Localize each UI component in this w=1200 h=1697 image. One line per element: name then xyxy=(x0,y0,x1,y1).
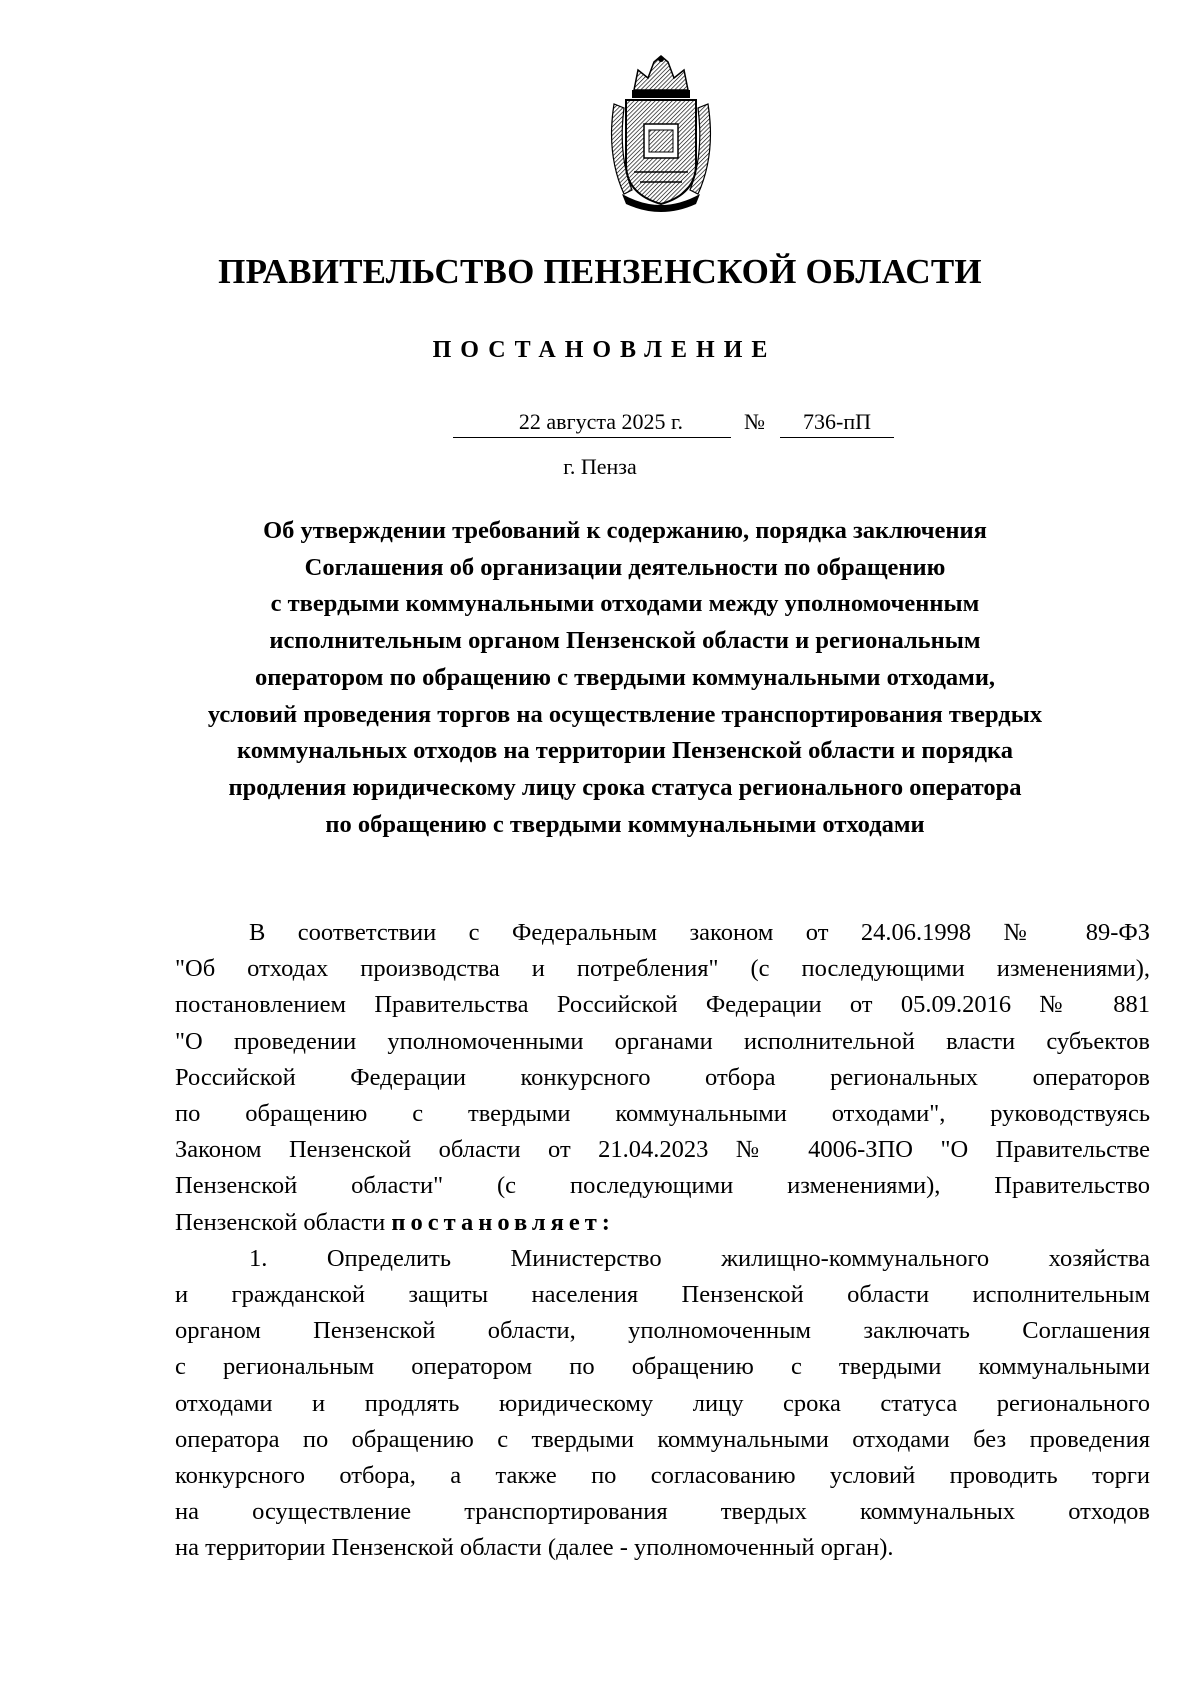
city: г. Пенза xyxy=(563,454,637,479)
item1-line: и гражданской защиты населения Пензенской области исполнительным xyxy=(175,1281,1150,1309)
subject-line: исполнительным органом Пензенской области и региональным xyxy=(269,627,981,655)
subject-line: Соглашения об организации деятельности по обращению xyxy=(304,553,946,581)
preamble-line: В соответствии с Федеральным законом от 24.06.1998 № 89-ФЗ xyxy=(249,919,1150,946)
item1-line: 1. Определить Министерство жилищно-коммунального хозяйства xyxy=(249,1244,1150,1272)
subject-line: оператором по обращению с твердыми коммунальными отходами, xyxy=(254,663,996,691)
document-type: ПОСТАНОВЛЕНИЕ xyxy=(432,337,777,363)
number-sign: № xyxy=(744,409,765,434)
item1-line: отходами и продлять юридическому лицу срока статуса регионального xyxy=(175,1389,1150,1417)
subject-line: по обращению с твердыми коммунальными отходами xyxy=(325,810,925,838)
document-number: 736-пП xyxy=(780,407,894,438)
item1-line: оператора по обращению с твердыми коммунальными отходами без проведения xyxy=(175,1425,1150,1453)
coat-of-arms-emblem-icon xyxy=(604,54,718,212)
item1-line: конкурсного отбора, а также по согласованию условий проводить торги xyxy=(175,1462,1150,1490)
subject-line: продления юридическому лицу срока статуса регионального оператора xyxy=(228,773,1022,801)
subject-line: условий проведения торгов на осуществление транспортирования твердых xyxy=(207,700,1043,728)
date-number-line xyxy=(0,407,1200,443)
item1-line: органом Пензенской области, уполномоченным заключать Соглашения xyxy=(175,1317,1150,1345)
resolves-word: постановляет: xyxy=(391,1208,615,1236)
subject-line: Об утверждении требований к содержанию, порядка заключения xyxy=(263,517,987,544)
organization-title: ПРАВИТЕЛЬСТВО ПЕНЗЕНСКОЙ ОБЛАСТИ xyxy=(218,252,982,291)
preamble-line: "Об отходах производства и потребления" (с последующими изменениями), xyxy=(175,955,1150,983)
preamble-last-line xyxy=(175,1205,1150,1241)
preamble-line: по обращению с твердыми коммунальными отходами", руководствуясь xyxy=(175,1100,1150,1128)
document-subject xyxy=(160,513,1090,843)
subject-line: с твердыми коммунальными отходами между уполномоченным xyxy=(270,590,980,618)
preamble-line: "О проведении уполномоченными органами исполнительной власти субъектов xyxy=(175,1027,1150,1055)
item1-line: на территории Пензенской области (далее - уполномоченный орган). xyxy=(175,1534,894,1562)
preamble-last-prefix: Пензенской области xyxy=(175,1208,392,1236)
subject-line: коммунальных отходов на территории Пензенской области и порядка xyxy=(237,737,1013,765)
preamble-line: постановлением Правительства Российской Федерации от 05.09.2016 № 881 xyxy=(175,991,1150,1019)
preamble-line: Законом Пензенской области от 21.04.2023 № 4006-ЗПО "О Правительстве xyxy=(175,1136,1150,1164)
item1-line: с региональным оператором по обращению с твердыми коммунальными xyxy=(175,1353,1150,1381)
item1-line: на осуществление транспортирования твердых коммунальных отходов xyxy=(175,1498,1150,1526)
preamble-line: Российской Федерации конкурсного отбора региональных операторов xyxy=(175,1063,1150,1091)
document-body xyxy=(175,915,1150,1567)
preamble-line: Пензенской области" (с последующими изменениями), Правительство xyxy=(175,1172,1150,1200)
document-date: 22 августа 2025 г. xyxy=(453,407,731,438)
